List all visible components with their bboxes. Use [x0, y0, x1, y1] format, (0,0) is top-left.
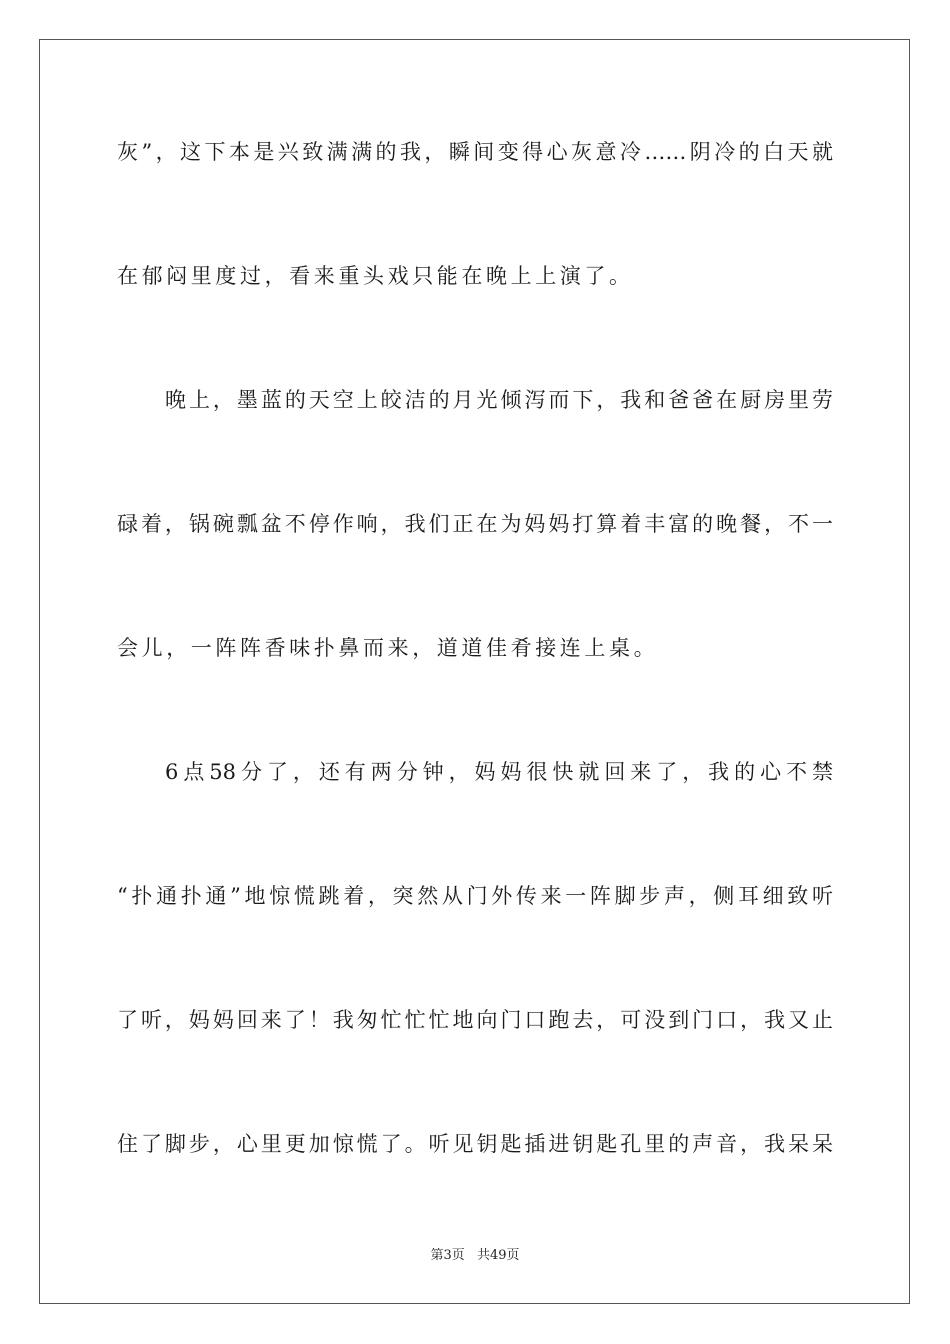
text-line: 灰”，这下本是兴致满满的我，瞬间变得心灰意冷……阴冷的白天就 [117, 140, 833, 164]
paragraph-start-line: 晚上，墨蓝的天空上皎洁的月光倾泻而下，我和爸爸在厨房里劳 [165, 388, 833, 412]
text-line: 会儿，一阵阵香味扑鼻而来，道道佳肴接连上桌。 [117, 636, 659, 660]
text-line: 碌着，锅碗瓢盆不停作响，我们正在为妈妈打算着丰富的晚餐，不一 [117, 512, 833, 536]
total-page-count: 共49页 [476, 1248, 520, 1263]
paragraph-start-line: 6点58分了，还有两分钟，妈妈很快就回来了，我的心不禁 [165, 760, 833, 784]
document-body [117, 127, 833, 1243]
text-line: 了听，妈妈回来了！我匆忙忙忙地向门口跑去，可没到门口，我又止 [117, 1008, 833, 1032]
text-line: 住了脚步，心里更加惊慌了。听见钥匙插进钥匙孔里的声音，我呆呆 [117, 1132, 833, 1156]
current-page-number: 第3页 [430, 1248, 465, 1263]
text-line: “扑通扑通”地惊慌跳着，突然从门外传来一阵脚步声，侧耳细致听 [117, 884, 833, 908]
page-footer [0, 1246, 950, 1266]
text-line: 在郁闷里度过，看来重头戏只能在晚上上演了。 [117, 264, 634, 288]
